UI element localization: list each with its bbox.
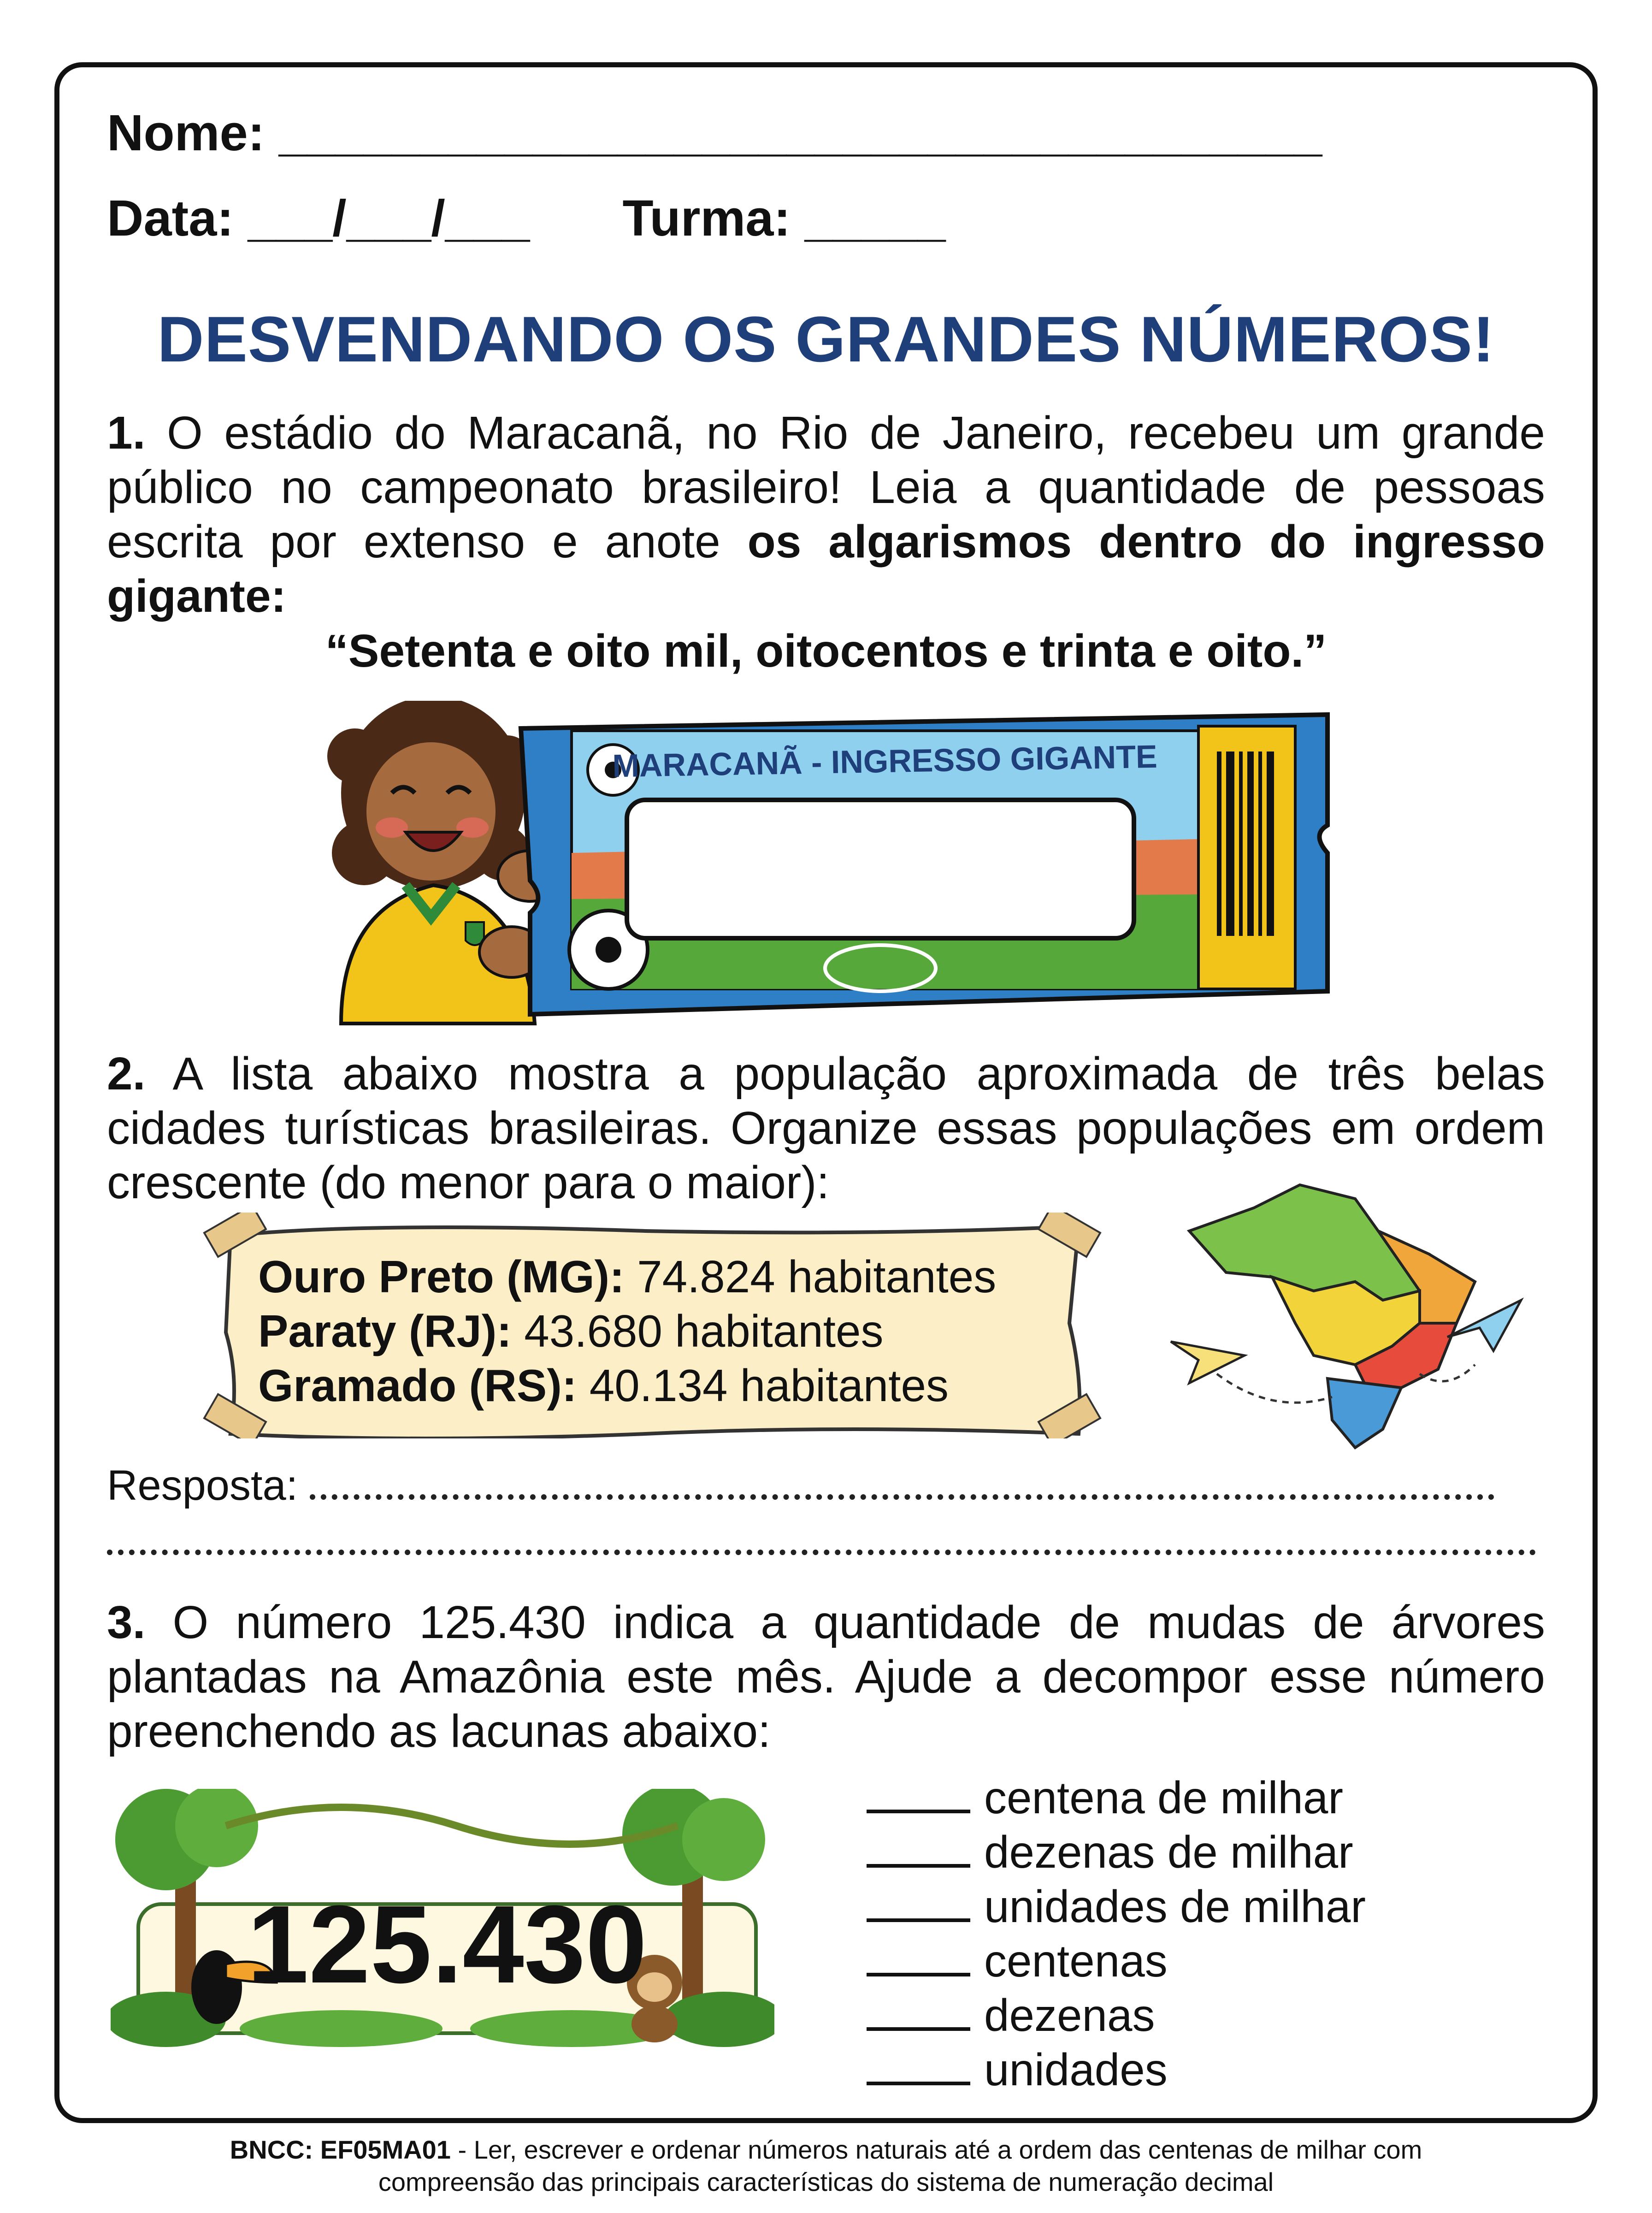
ticket-illustration (313, 701, 1346, 1028)
list-item: Paraty (RJ): 43.680 habitantes (258, 1306, 884, 1356)
class-label: Turma: (622, 190, 791, 247)
blank-field[interactable] (867, 1810, 970, 1813)
question-1-quote: “Setenta e oito mil, oitocentos e trinta e oito.” (325, 625, 1327, 677)
decomposition-list (867, 1770, 1366, 2097)
list-item: unidades (867, 2042, 1366, 2097)
footer-line-2: compreensão das principais características do sistema de numeração decimal (378, 2167, 1274, 2196)
big-number: 125.430 (247, 1882, 647, 2006)
question-1-bold-text: os algarismos dentro do ingresso gigante: (107, 516, 1545, 622)
ticket-title: MARACANÃ - INGRESSO GIGANTE (612, 738, 1158, 784)
question-3-number: 3. (107, 1597, 146, 1648)
bncc-code: BNCC: EF05MA01 (230, 2135, 451, 2164)
name-field[interactable]: _____________________________________ (278, 105, 1322, 161)
list-item: Ouro Preto (MG): 74.824 habitantes (258, 1251, 997, 1302)
giant-ticket (521, 715, 1328, 1014)
question-2-text: A lista abaixo mostra a população aproximada de três belas cidades turísticas brasileiras. Organize essas populações em ordem crescente (do menor para o maior): (107, 1048, 1546, 1208)
date-label: Data: (107, 190, 234, 247)
blank-field[interactable] (867, 2027, 970, 2031)
list-item: centena de milhar (867, 1770, 1366, 1825)
blank-field[interactable] (867, 1973, 970, 1976)
name-row (107, 104, 1322, 162)
population-scroll (203, 1213, 1106, 1438)
name-label: Nome: (107, 105, 265, 161)
page-title: DESVENDANDO OS GRANDES NÚMEROS! (157, 303, 1495, 375)
list-item: dezenas (867, 1988, 1366, 2042)
population-list (258, 1249, 996, 1413)
class-field[interactable]: _____ (804, 190, 946, 247)
brazil-map-icon (1162, 1171, 1530, 1466)
date-row (107, 189, 946, 248)
blank-field[interactable] (867, 2082, 970, 2085)
footer-line-1: BNCC: EF05MA01 - Ler, escrever e ordenar números naturais até a ordem das centenas de milhar com (230, 2135, 1422, 2164)
question-2-number: 2. (107, 1048, 146, 1100)
list-item: Gramado (RS): 40.134 habitantes (258, 1360, 949, 1411)
question-3-text: O número 125.430 indica a quantidade de mudas de árvores plantadas na Amazônia este mês. Ajude a decompor esse número preenchendo as lacunas abaixo: (107, 1597, 1545, 1757)
ticket-answer-box (627, 800, 1134, 938)
date-field[interactable]: ___/___/___ (248, 190, 530, 247)
amazon-illustration (111, 1789, 774, 2047)
question-1-number: 1. (107, 407, 146, 459)
blank-field[interactable] (867, 1864, 970, 1868)
answer-line-2[interactable] (107, 1517, 1536, 1565)
question-3 (107, 1595, 1545, 1758)
answer-label: Resposta: (107, 1462, 298, 1509)
question-1 (107, 406, 1545, 623)
blank-field[interactable] (867, 1918, 970, 1922)
list-item: unidades de milhar (867, 1879, 1366, 1934)
list-item: centenas (867, 1934, 1366, 1988)
bncc-footer (0, 2134, 1652, 2198)
list-item: dezenas de milhar (867, 1825, 1366, 1879)
answer-line-1[interactable] (107, 1462, 1494, 1510)
question-1-text: O estádio do Maracanã, no Rio de Janeiro, recebeu um grande público no campeonato brasileiro! Leia a quantidade de pessoas escrita por extenso e anote (107, 407, 1545, 568)
